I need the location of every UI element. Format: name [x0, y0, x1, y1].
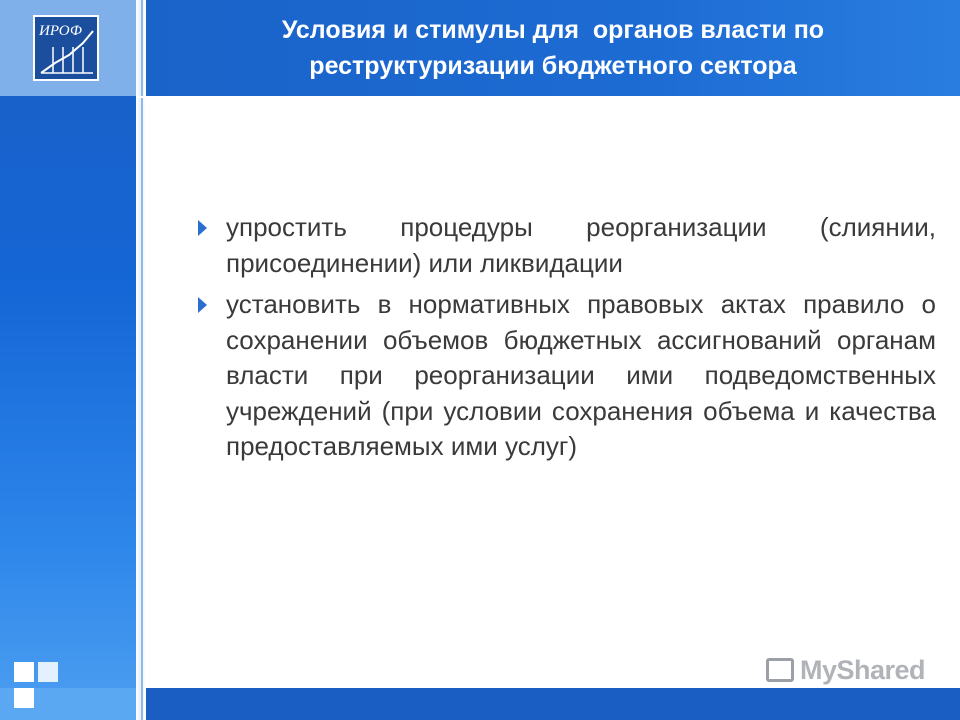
decor-square — [14, 662, 34, 682]
bullet-item — [196, 210, 936, 281]
decor-square — [38, 662, 58, 682]
bullet-list — [196, 210, 936, 471]
logo-text: ИРОФ — [39, 23, 82, 39]
bullet-text: установить в нормативных правовых актах правило о сохранении объемов бюджетных ассигнований органам власти при реорганизации ими подведомственных учреждений (при условии сохранения объема и качества предоставляемых ими услуг) — [226, 289, 936, 461]
watermark-text: MyShared — [800, 655, 926, 685]
bullet-item — [196, 287, 936, 465]
sidebar-divider-line — [141, 0, 143, 720]
decor-square — [14, 688, 34, 708]
slide-header — [146, 0, 960, 96]
triangle-bullet-icon — [198, 220, 207, 236]
slide-title-line-2: реструктуризации бюджетного сектора — [309, 52, 797, 80]
presentation-icon — [766, 658, 794, 682]
logo-panel — [0, 0, 136, 96]
left-sidebar — [0, 0, 136, 720]
footer-bar — [146, 688, 960, 720]
myshared-watermark — [766, 656, 936, 686]
bullet-text: упростить процедуры реорганизации (слиянии, присоединении) или ликвидации — [226, 212, 936, 278]
irof-logo — [33, 15, 99, 81]
triangle-bullet-icon — [198, 297, 207, 313]
header-rule — [136, 96, 960, 98]
slide-title-line-1: Условия и стимулы для органов власти по — [281, 16, 825, 44]
slide-title — [146, 12, 960, 84]
